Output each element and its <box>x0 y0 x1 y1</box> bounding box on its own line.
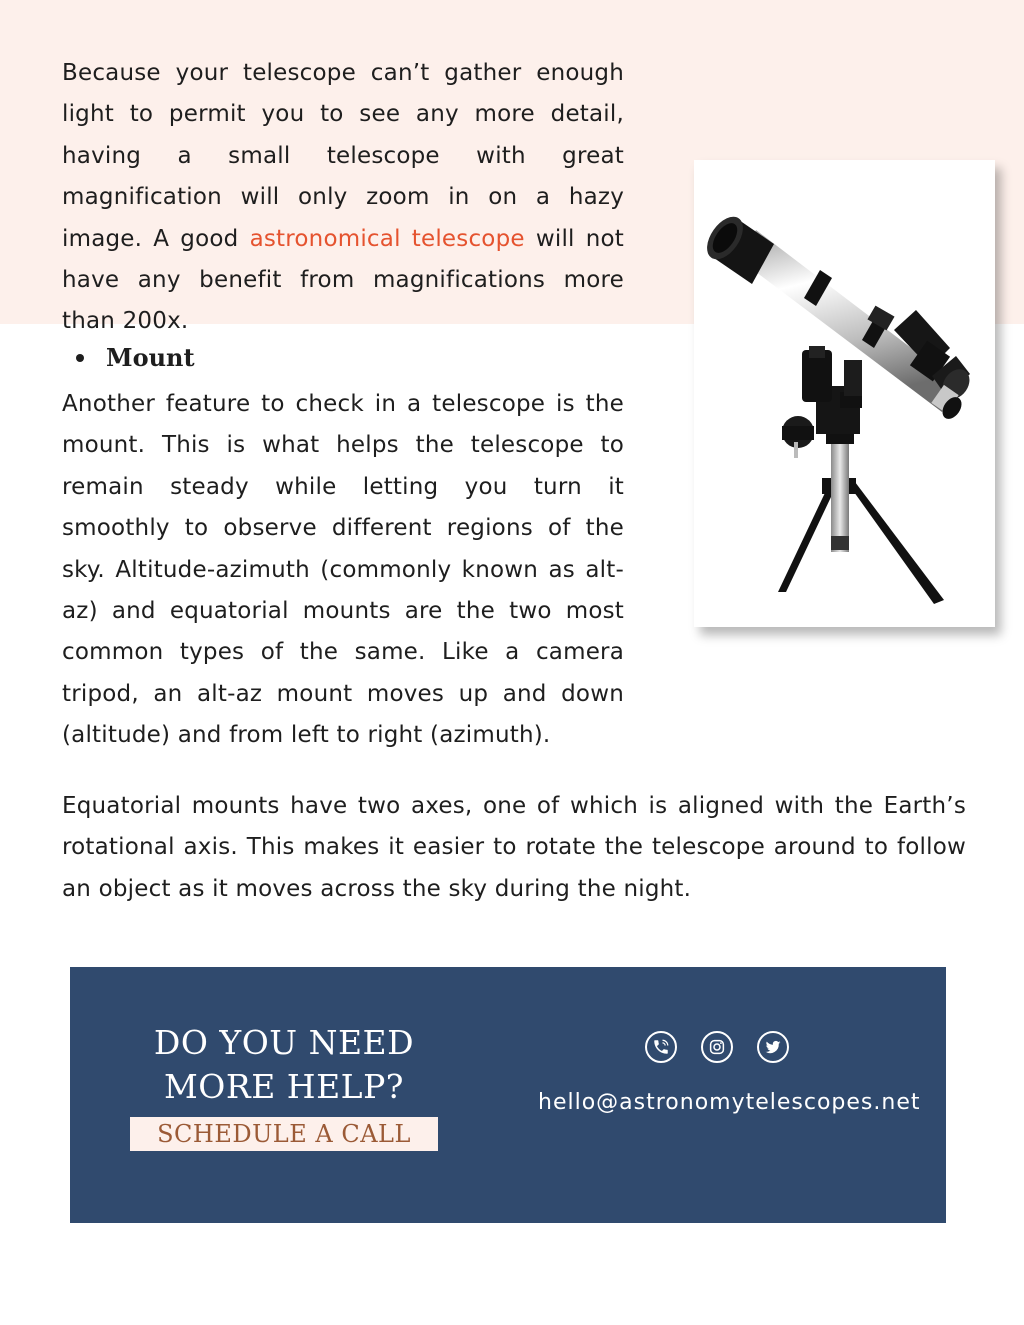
intro-text-end: will not have any benefit from magnifications more than 200x. <box>62 225 625 335</box>
twitter-icon[interactable] <box>757 1031 789 1063</box>
contact-email-link[interactable]: hello@astronomytelescopes.net <box>538 1090 921 1115</box>
instagram-icon[interactable] <box>701 1031 733 1063</box>
telescope-photo <box>694 160 995 627</box>
phone-icon[interactable] <box>645 1031 677 1063</box>
social-icons <box>645 1031 789 1063</box>
help-banner-title: DO YOU NEED MORE HELP? <box>153 1023 415 1106</box>
mount-heading-text: Mount <box>106 343 195 372</box>
mount-paragraph: Another feature to check in a telescope is the mount. This is what helps the telescope to remain steady while letting you turn it smoothly to observe different regions of the sky. Altitude-azimuth (commonly known as alt-az) and equatorial mounts are the two most common types of the same. Like a camera tripod, an alt-az mount moves up and down (altitude) and from left to right (azimuth). <box>62 391 624 749</box>
equatorial-paragraph: Equatorial mounts have two axes, one of which is aligned with the Earth’s rotational axis. This makes it easier to rotate the telescope around to follow an object as it moves across the sky during the night. <box>62 793 966 902</box>
intro-text-start: Because your telescope can’t gather enough light to permit you to see any more detail, having a small telescope with great magnification will only zoom in on a hazy image. A good <box>62 60 624 252</box>
astronomical-telescope-link[interactable]: astronomical telescope <box>249 225 525 252</box>
intro-paragraph <box>62 53 624 343</box>
help-banner <box>70 967 946 1223</box>
mount-heading <box>76 343 195 372</box>
bullet-dot <box>76 354 84 362</box>
schedule-call-button[interactable]: SCHEDULE A CALL <box>130 1117 438 1151</box>
